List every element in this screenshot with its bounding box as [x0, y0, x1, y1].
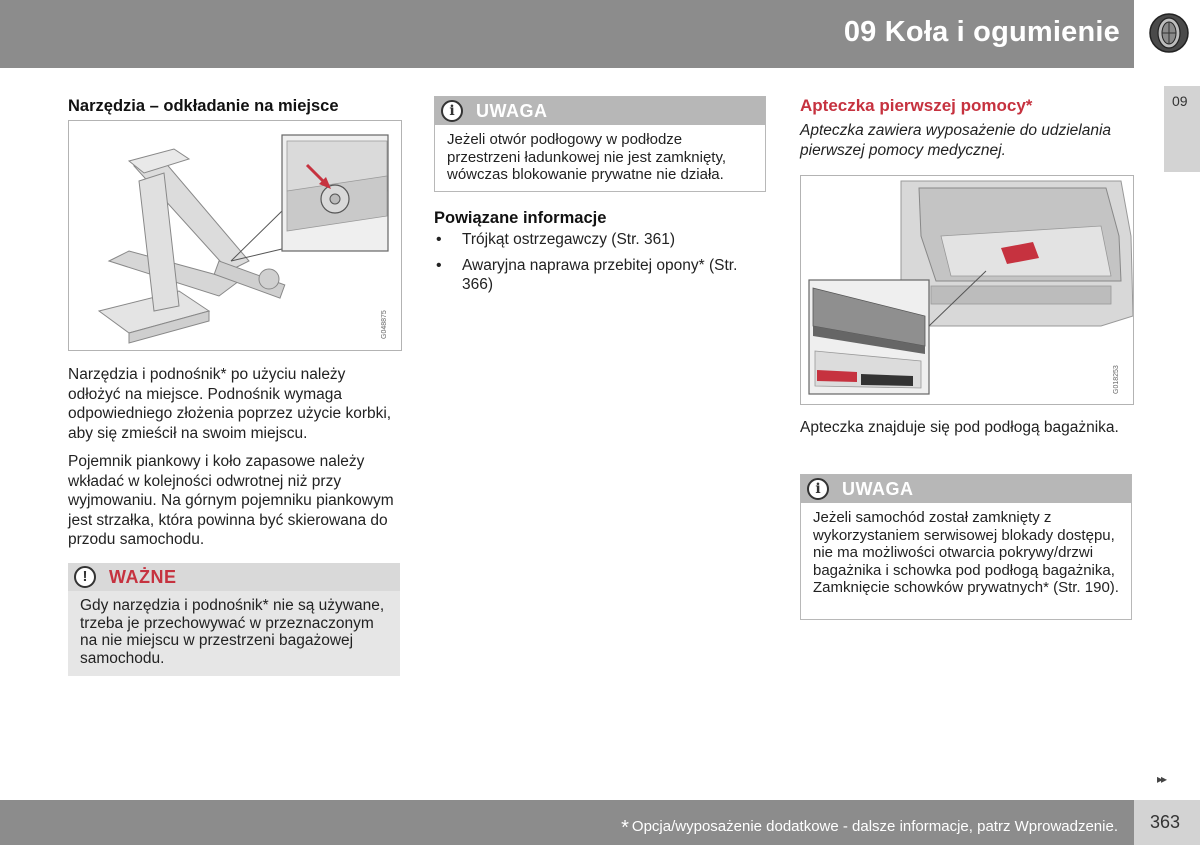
tools-paragraph-2: Pojemnik piankowy i koło zapasowe należy wkładać w kolejności odwrotnej niż przy wyjmowaniu. Na górnym pojemniku piankowym jest strzałka, która powinna być skierowana do przodu samochodu.	[68, 453, 394, 548]
related-heading: Powiązane informacje	[434, 209, 607, 227]
note-text-2: Jeżeli samochód został zamknięty z wykorzystaniem serwisowej blokady dostępu, nie ma możliwości otwarcia pokrywy/drzwi bagażnika i schowka pod podłogą bagażnika, Zamknięcie schowków prywatnych* (Str. 190).	[813, 509, 1119, 596]
footnote-star: *	[621, 817, 629, 839]
note-label-2: UWAGA	[842, 479, 914, 499]
related-section	[434, 209, 764, 301]
next-page-icon[interactable]: ▸▸	[1157, 772, 1166, 786]
section-heading-first-aid: Apteczka pierwszej pomocy*	[800, 96, 1033, 115]
figure-code: G048875	[381, 310, 388, 339]
tire-icon	[1148, 12, 1190, 54]
first-aid-paragraph: Apteczka znajduje się pod podłogą bagażnika.	[800, 419, 1119, 436]
page-number-box	[1134, 800, 1200, 845]
info-icon-2: i	[807, 478, 829, 500]
first-aid-illustration	[800, 175, 1134, 405]
related-link-tire-repair[interactable]: • Awaryjna naprawa przebitej opony* (Str. 366)	[434, 256, 764, 295]
left-text	[68, 365, 398, 550]
warning-label: WAŻNE	[109, 567, 177, 587]
note-header-2	[801, 475, 1131, 503]
page-number: 363	[1150, 812, 1181, 832]
chapter-icon-box	[1134, 0, 1200, 68]
footnote-text: Opcja/wyposażenie dodatkowe - dalsze informacje, patrz Wprowadzenie.	[631, 818, 1118, 835]
related-link-triangle[interactable]: • Trójkąt ostrzegawczy (Str. 361)	[434, 230, 764, 250]
first-aid-subheading: Apteczka zawiera wyposażenie do udzielania pierwszej pomocy medycznej.	[800, 122, 1112, 159]
note-label: UWAGA	[476, 101, 548, 121]
chapter-title: 09 Koła i ogumienie	[843, 16, 1120, 48]
info-icon: i	[441, 100, 463, 122]
chapter-tab-label: 09	[1172, 93, 1188, 109]
page-header	[0, 0, 1134, 68]
chapter-tab[interactable]	[1164, 86, 1200, 172]
note-box-right	[800, 474, 1132, 620]
related-list	[434, 230, 764, 295]
jack-drawing	[69, 121, 402, 351]
footer-note	[621, 814, 1118, 837]
section-heading-tools: Narzędzia – odkładanie na miejsce	[68, 97, 339, 115]
note-box-middle	[434, 96, 766, 192]
note-text: Jeżeli otwór podłogowy w podłodze przestrzeni ładunkowej nie jest zamknięty, wówczas blokowanie prywatne nie działa.	[447, 131, 727, 183]
jack-illustration	[68, 120, 402, 351]
warning-header	[68, 563, 400, 591]
warning-box	[68, 563, 400, 676]
left-column	[68, 97, 404, 116]
right-heading-block	[800, 96, 1132, 161]
warning-text: Gdy narzędzia i podnośnik* nie są używane, trzeba je przechowywać w przeznaczonym na nie miejscu w przestrzeni bagażowej samochodu.	[80, 597, 385, 667]
first-aid-text	[800, 418, 1130, 438]
warning-icon: !	[74, 566, 96, 588]
figure-code-2: G018253	[1113, 365, 1120, 394]
tools-paragraph-1: Narzędzia i podnośnik* po użyciu należy odłożyć na miejsce. Podnośnik wymaga odpowiedniego złożenia poprzez użycie korbki, aby się zmieścił na swoim miejscu.	[68, 366, 392, 442]
note-header	[435, 97, 765, 125]
trunk-drawing	[801, 176, 1134, 405]
page-footer	[0, 800, 1134, 845]
